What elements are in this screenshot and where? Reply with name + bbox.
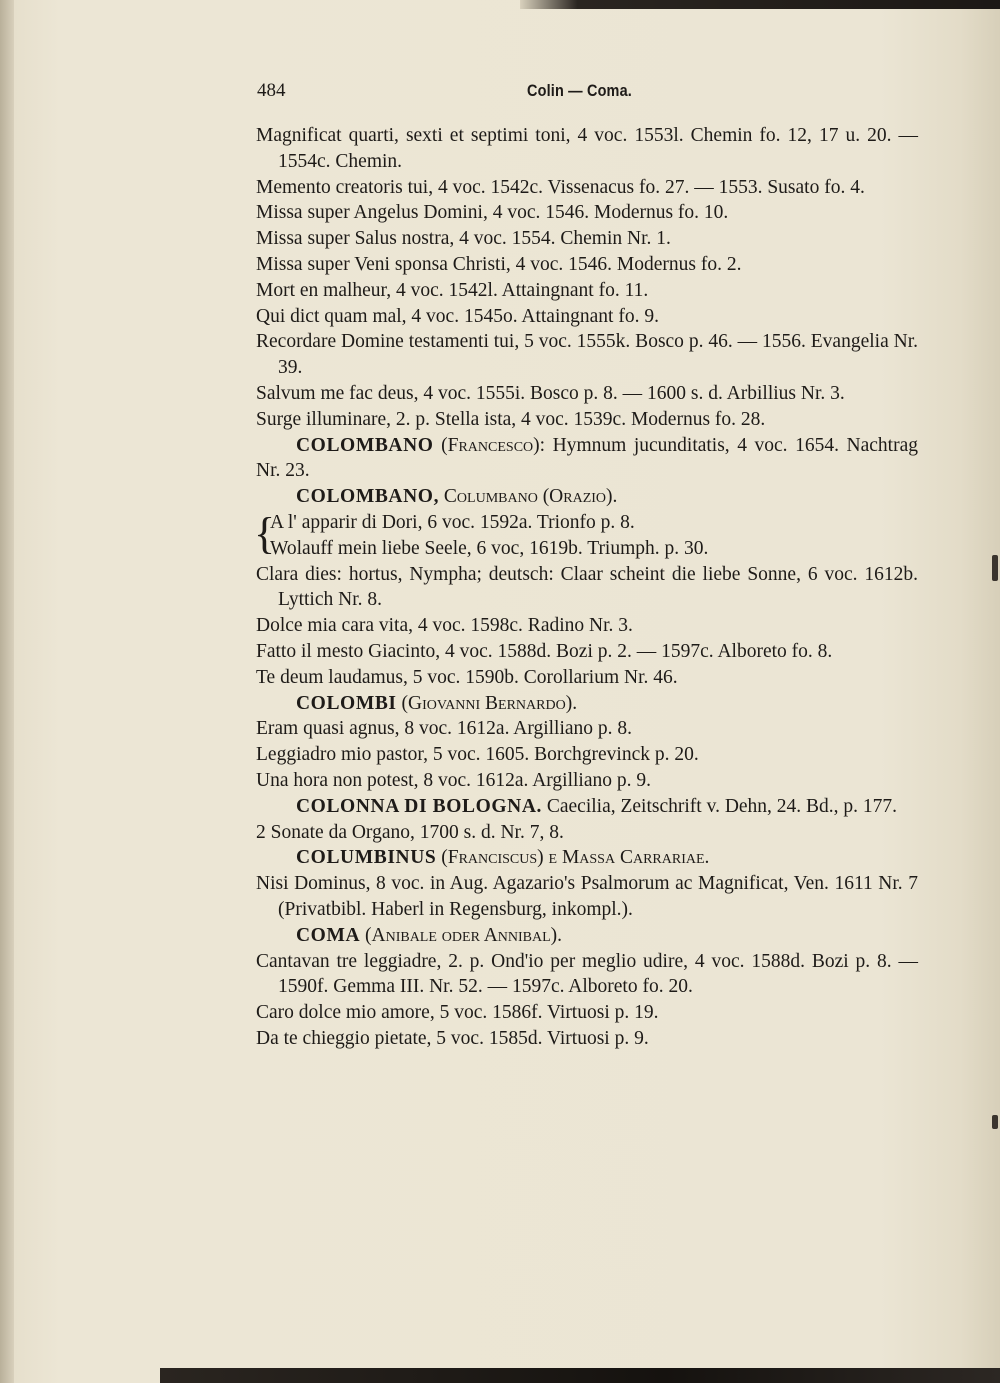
work-entry: Missa super Angelus Domini, 4 voc. 1546. Modernus fo. 10. [256,202,729,224]
work-entry: Te deum laudamus, 5 voc. 1590b. Corollarium Nr. 46. [256,666,678,688]
work-entry: Missa super Salus nostra, 4 voc. 1554. Chemin Nr. 1. [256,228,671,250]
work-entry: A l' apparir di Dori, 6 voc. 1592a. Trionfo p. 8. [270,511,635,533]
page-header [257,80,917,110]
composer-given-name: (Francesco): [441,434,546,456]
work-entry: Caro dolce mio amore, 5 voc. 1586f. Virtuosi p. 19. [256,1002,659,1024]
composer-entry: COLONNA DI BOLOGNA. Caecilia, Zeitschrift v. Dehn, 24. Bd., p. 177. [296,795,898,817]
composer-given-name: (Anibale oder Annibal). [365,924,563,946]
work-entry: Clara dies: hortus, Nympha; deutsch: Claar scheint die liebe Sonne, 6 voc. 1612b. Lyttich Nr. 8. [256,563,918,611]
composer-given-name: (Giovanni Bernardo). [401,692,578,714]
work-entry: Wolauff mein liebe Seele, 6 voc, 1619b. Triumph. p. 30. [270,537,709,559]
composer-name: COMA [296,924,361,946]
scan-edge-mark [992,1115,998,1129]
work-entry: Qui dict quam mal, 4 voc. 1545o. Attaingnant fo. 9. [256,305,659,327]
scan-edge-mark [992,555,998,581]
composer-name: COLONNA DI BOLOGNA. [296,795,542,817]
work-entry: Magnificat quarti, sexti et septimi toni, 4 voc. 1553l. Chemin fo. 12, 17 u. 20. — 1554c. Chemin. [256,125,918,172]
composer-name: COLOMBANO [296,434,434,456]
work-entry: Recordare Domine testamenti tui, 5 voc. 1555k. Bosco p. 46. — 1556. Evangelia Nr. 39. [256,331,918,379]
work-entry: Memento creatoris tui, 4 voc. 1542c. Vissenacus fo. 27. — 1553. Susato fo. 4. [256,176,865,198]
composer-name: COLUMBINUS [296,847,437,869]
composer-entry: COLOMBANO (Francesco): Hymnum jucunditatis, 4 voc. 1654. Nachtrag Nr. 23. [256,434,918,482]
scan-bottom-edge [160,1368,1000,1383]
work-entry: Missa super Veni sponsa Christi, 4 voc. 1546. Modernus fo. 2. [256,253,742,275]
running-head: Colin — Coma. [527,81,632,100]
work-entry: Nisi Dominus, 8 voc. in Aug. Agazario's Psalmorum ac Magnificat, Ven. 1611 Nr. 7 (Privatbibl. Haberl in Regensburg, inkompl.). [256,873,918,920]
composer-heading [256,484,918,510]
composer-given-name: Columbano (Orazio). [443,486,618,508]
work-entry: 2 Sonate da Organo, 1700 s. d. Nr. 7, 8. [256,821,564,843]
work-entry: Una hora non potest, 8 voc. 1612a. Argilliano p. 9. [256,769,651,791]
scan-top-edge [520,0,1000,9]
bracketed-works [256,510,918,562]
book-gutter [0,0,14,1383]
composer-heading [256,923,918,949]
work-entry: Salvum me fac deus, 4 voc. 1555i. Bosco p. 8. — 1600 s. d. Arbillius Nr. 3. [256,382,845,404]
composer-given-name: (Franciscus) e Massa Carrariae. [441,847,710,869]
brace-glyph: { [254,508,276,558]
composer-heading [256,845,918,871]
work-entry: Surge illuminare, 2. p. Stella ista, 4 voc. 1539c. Modernus fo. 28. [256,408,766,430]
work-entry: Fatto il mesto Giacinto, 4 voc. 1588d. Bozi p. 2. — 1597c. Alboreto fo. 8. [256,640,833,662]
work-entry: Da te chieggio pietate, 5 voc. 1585d. Virtuosi p. 9. [256,1027,649,1049]
composer-heading [256,691,918,717]
work-entry: Dolce mia cara vita, 4 voc. 1598c. Radino Nr. 3. [256,615,633,637]
composer-name: COLOMBI [296,692,397,714]
composer-name: COLOMBANO, [296,486,440,508]
work-entry: Mort en malheur, 4 voc. 1542l. Attaingnant fo. 11. [256,279,649,301]
work-entry: Leggiadro mio pastor, 5 voc. 1605. Borchgrevinck p. 20. [256,744,699,766]
work-entry: Cantavan tre leggiadre, 2. p. Ond'io per meglio udire, 4 voc. 1588d. Bozi p. 8. — 1590f. Gemma III. Nr. 52. — 1597c. Alboreto fo. 20. [256,950,918,998]
page-number: 484 [257,80,286,101]
work-entry: Eram quasi agnus, 8 voc. 1612a. Argilliano p. 8. [256,718,633,740]
catalog-entries [256,123,918,1052]
